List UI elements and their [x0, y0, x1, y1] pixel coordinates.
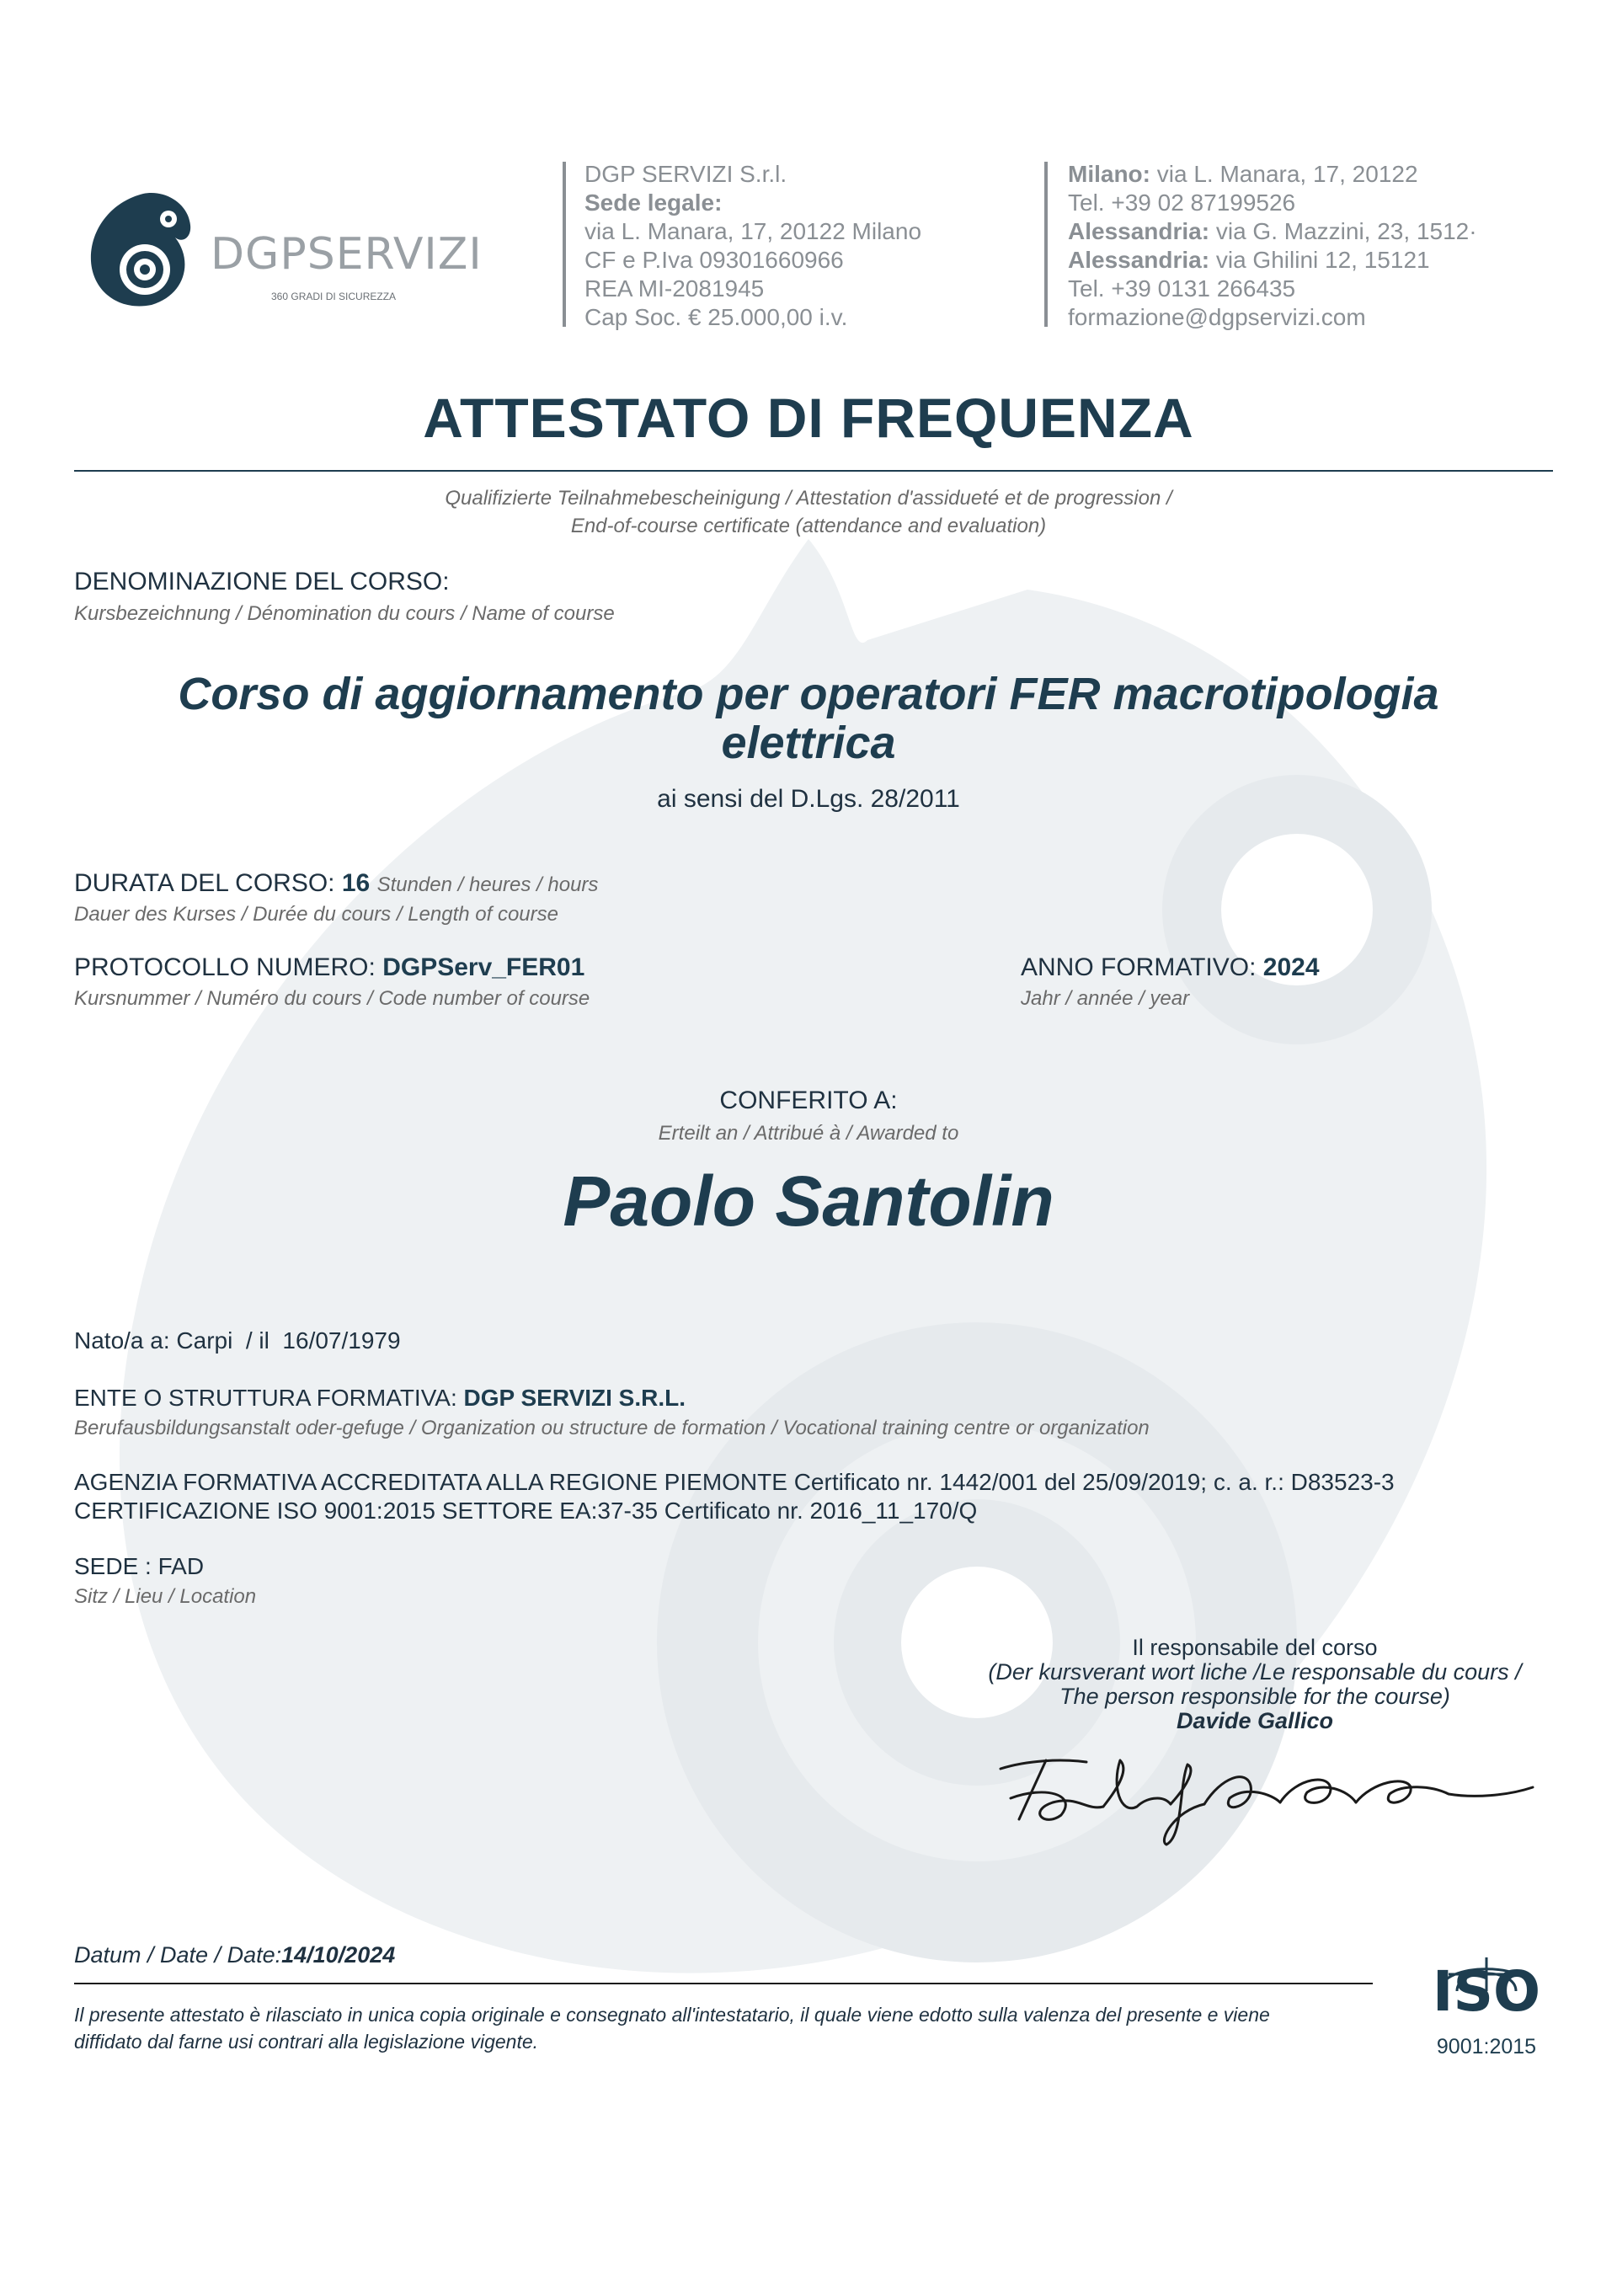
protocol-line	[74, 953, 584, 982]
duration-label-translation: Dauer des Kurses / Durée du cours / Length of course	[74, 903, 558, 926]
date-value: 14/10/2024	[281, 1942, 396, 1968]
milano-address: via L. Manara, 17, 20122	[1156, 161, 1418, 187]
year-label: ANNO FORMATIVO:	[1021, 953, 1257, 981]
subtitle-line-2: End-of-course certificate (attendance and evaluation)	[570, 515, 1047, 537]
dgp-chameleon-icon	[84, 185, 202, 312]
protocol-label-translation: Kursnummer / Numéro du cours / Code number of course	[74, 987, 590, 1010]
logo-tagline: 360 GRADI DI SICUREZZA	[271, 291, 397, 302]
awarded-label-translation: Erteilt an / Attribué à / Awarded to	[658, 1122, 959, 1145]
company-info	[584, 160, 921, 332]
iso-badge	[1423, 1941, 1550, 2067]
alessandria-line-1	[1068, 217, 1477, 246]
logo-text: DGPSERVIZI	[211, 229, 483, 280]
title-rule	[74, 470, 1553, 472]
course-name: Corso di aggiornamento per operatori FER macrotipologia elettrica	[178, 669, 1439, 768]
responsible-line-1: Il responsabile del corso	[1132, 1635, 1378, 1660]
responsible-line-2: (Der kursverant wort liche /Le responsable du cours /	[988, 1659, 1522, 1685]
location-label: SEDE : FAD	[74, 1553, 205, 1579]
responsible-line-3: The person responsible for the course)	[1059, 1684, 1450, 1709]
company-capital: Cap Soc. € 25.000,00 i.v.	[584, 304, 848, 330]
disclaimer-line-1: Il presente attestato è rilasciato in unica copia originale e consegnato all'intestatario, il quale viene edotto sulla valenza del presente e viene	[74, 2004, 1270, 2026]
milano-tel: Tel. +39 02 87199526	[1068, 190, 1296, 216]
course-label-translation: Kursbezeichnung / Dénomination du cours / Name of course	[74, 602, 615, 625]
disclaimer-line-2: diffidato dal farne usi contrari alla legislazione vigente.	[74, 2031, 539, 2053]
responsible-name: Davide Gallico	[1176, 1708, 1334, 1733]
footer-rule	[74, 1983, 1373, 1984]
alessandria-label-2: Alessandria:	[1068, 247, 1210, 273]
offices-info	[1068, 160, 1477, 332]
duration-value: 16	[341, 869, 371, 897]
responsible-block	[918, 1636, 1592, 1733]
accreditation-line-1: AGENZIA FORMATIVA ACCREDITATA ALLA REGIONE PIEMONTE Certificato nr. 1442/001 del 25/09/2019; c. a. r.: D83523-3	[74, 1469, 1395, 1495]
date-label: Datum / Date / Date:	[74, 1942, 282, 1968]
duration-line	[74, 869, 598, 898]
alessandria-label-1: Alessandria:	[1068, 218, 1210, 244]
alessandria-address-1: via G. Mazzini, 23, 1512·	[1215, 218, 1477, 244]
alessandria-tel: Tel. +39 0131 266435	[1068, 275, 1296, 302]
contact-email[interactable]: formazione@dgpservizi.com	[1068, 304, 1366, 330]
year-label-translation: Jahr / année / year	[1021, 987, 1190, 1010]
alessandria-address-2: via Ghilini 12, 15121	[1215, 247, 1430, 273]
course-law: ai sensi del D.Lgs. 28/2011	[657, 785, 960, 813]
subtitle-line-1: Qualifizierte Teilnahmebescheinigung / Attestation d'assiduеté et de progression /	[445, 487, 1172, 510]
recipient-name: Paolo Santolin	[563, 1161, 1054, 1241]
signature-image	[994, 1735, 1541, 1853]
iso-text: ISO	[1432, 1959, 1541, 2024]
birth-info: Nato/a a: Carpi / il 16/07/1979	[74, 1327, 401, 1354]
duration-label: DURATA DEL CORSO:	[74, 869, 335, 897]
institution-value: DGP SERVIZI S.R.L.	[463, 1385, 686, 1411]
sede-label: Sede legale:	[584, 190, 723, 216]
year-value: 2024	[1262, 953, 1320, 981]
date-line	[74, 1942, 395, 1968]
company-rea: REA MI-2081945	[584, 275, 765, 302]
iso-standard: 9001:2015	[1436, 2035, 1537, 2058]
location-label-translation: Sitz / Lieu / Location	[74, 1585, 257, 1608]
protocol-value: DGPServ_FER01	[382, 953, 585, 981]
institution-label-translation: Berufausbildungsanstalt oder-gefuge / Organization ou structure de formation / Vocational training centre or organization	[74, 1417, 1150, 1439]
duration-unit: Stunden / heures / hours	[376, 873, 599, 896]
awarded-label: CONFERITO A:	[719, 1087, 898, 1114]
certificate-title: ATTESTATO DI FREQUENZA	[423, 387, 1194, 449]
course-label: DENOMINAZIONE DEL CORSO:	[74, 568, 450, 595]
company-vat: CF e P.Iva 09301660966	[584, 247, 844, 273]
company-address: via L. Manara, 17, 20122 Milano	[584, 218, 922, 244]
milano-line	[1068, 160, 1477, 189]
header-divider-2	[1044, 162, 1048, 327]
accreditation-line-2: CERTIFICAZIONE ISO 9001:2015 SETTORE EA:37-35 Certificato nr. 2016_11_170/Q	[74, 1498, 978, 1524]
milano-label: Milano:	[1068, 161, 1150, 187]
protocol-label: PROTOCOLLO NUMERO:	[74, 953, 376, 981]
alessandria-line-2	[1068, 246, 1477, 275]
company-name: DGP SERVIZI S.r.l.	[584, 161, 787, 187]
header-divider-1	[563, 162, 566, 327]
disclaimer	[74, 2001, 1270, 2055]
year-line	[1021, 953, 1320, 982]
institution-label: ENTE O STRUTTURA FORMATIVA:	[74, 1385, 457, 1411]
institution-line	[74, 1385, 686, 1412]
